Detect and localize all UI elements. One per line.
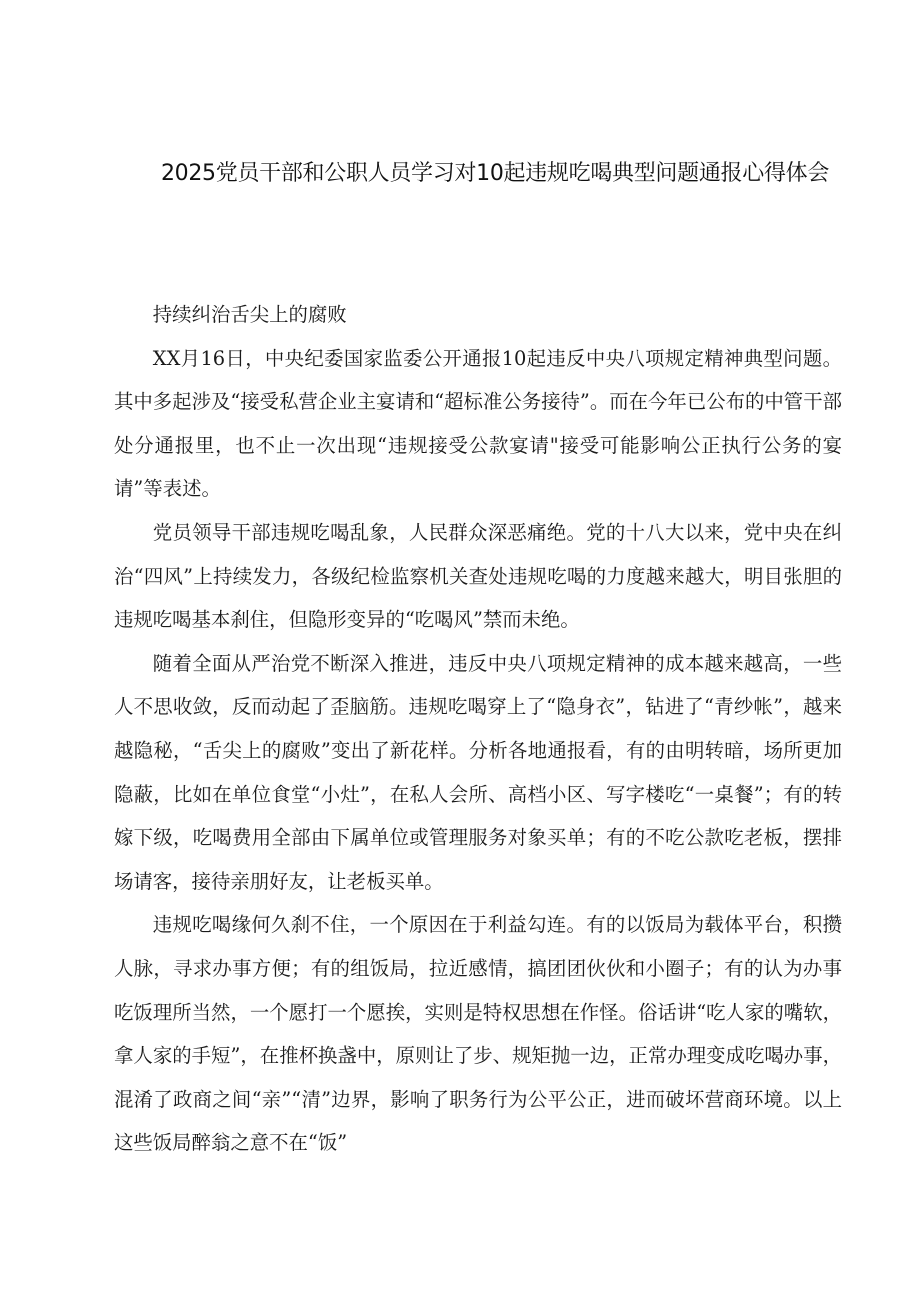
section-subtitle: 持续纠治舌尖上的腐败: [152, 303, 347, 326]
paragraph-4: 违规吃喝缘何久刹不住，一个原因在于利益勾连。有的以饭局为载体平台，积攒人脉，寻求办事方便；有的组饭局，拉近感情，搞团团伙伙和小圈子；有的认为办事吃饭理所当然，一个愿打一个愿挨，实则是特权思想在作怪。俗话讲“吃人家的嘴软，拿人家的手短”，在推杯换盏中，原则让了步、规矩抛一边，正常办理变成吃喝办事，混淆了政商之间“亲”“清”边界，影响了职务行为公平公正，进而破坏营商环境。以上这些饭局醉翁之意不在“饭”: [114, 913, 842, 1155]
paragraph-3: 随着全面从严治党不断深入推进，违反中央八项规定精神的成本越来越高，一些人不思收敛，反而动起了歪脑筋。违规吃喝穿上了“隐身衣”，钻进了“青纱帐”，越来越隐秘，“舌尖上的腐败”变出了新花样。分析各地通报看，有的由明转暗，场所更加隐蔽，比如在单位食堂“小灶”，在私人会所、高档小区、写字楼吃“一桌餐”；有的转嫁下级，吃喝费用全部由下属单位或管理服务对象买单；有的不吃公款吃老板，摆排场请客，接待亲朋好友，让老板买单。: [114, 651, 842, 893]
paragraph-2: 党员领导干部违规吃喝乱象，人民群众深恶痛绝。党的十八大以来，党中央在纠治“四风”上持续发力，各级纪检监察机关查处违规吃喝的力度越来越大，明目张胆的违规吃喝基本刹住，但隐形变异的“吃喝风”禁而未绝。: [114, 520, 842, 632]
paragraph-1: XX月16日，中央纪委国家监委公开通报10起违反中央八项规定精神典型问题。其中多起涉及“接受私营企业主宴请和“超标准公务接待”。而在今年已公布的中管干部处分通报里，也不止一次出现“违规接受公款宴请"接受可能影响公正执行公务的宴请”等表述。: [114, 346, 842, 501]
document-title: 2025党员干部和公职人员学习对10起违规吃喝典型问题通报心得体会: [160, 161, 830, 186]
document-body: [114, 293, 842, 1165]
